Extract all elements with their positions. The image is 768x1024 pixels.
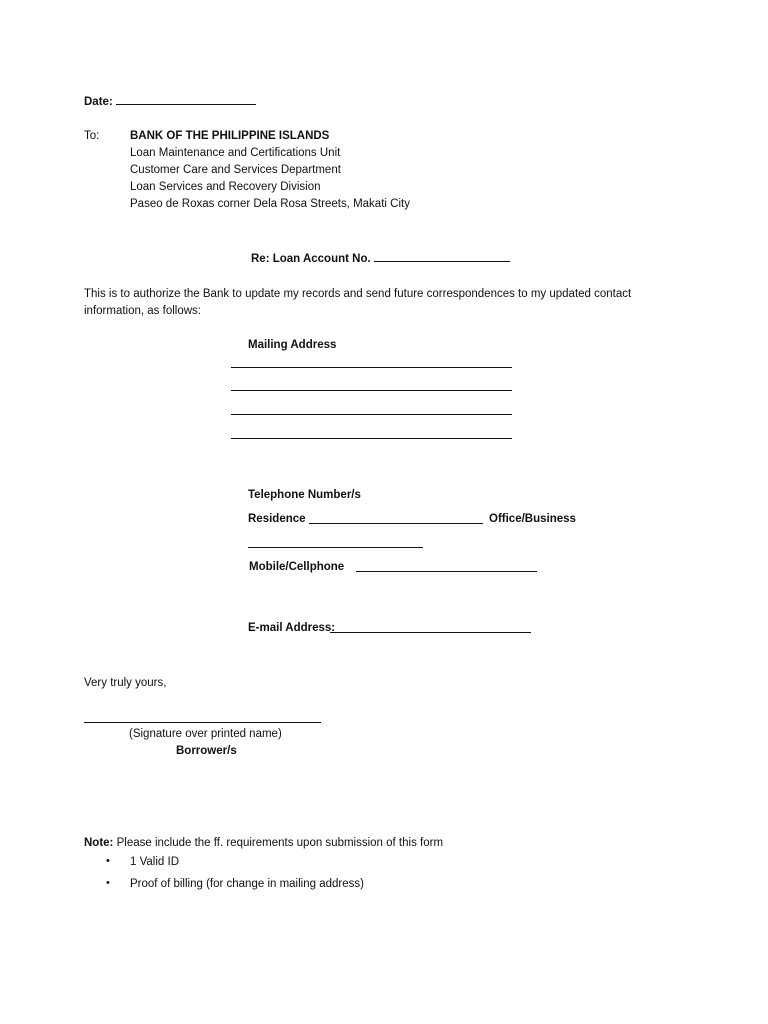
requirement-item-2: Proof of billing (for change in mailing address) [130,878,364,890]
office-label: Office/Business [489,513,576,525]
requirement-item-1: 1 Valid ID [130,856,180,868]
recipient-unit: Loan Maintenance and Certifications Unit [130,147,341,159]
mobile-blank[interactable] [356,571,537,572]
note-label: Note: [84,837,114,849]
recipient-bank: BANK OF THE PHILIPPINE ISLANDS [130,130,330,142]
closing-text: Very truly yours, [84,677,167,689]
body-line-2: information, as follows: [84,305,201,317]
loan-account-field [251,250,510,266]
mailing-address-line-1[interactable] [231,367,512,368]
recipient-address: Paseo de Roxas corner Dela Rosa Streets, Makati City [130,198,410,210]
borrower-label: Borrower/s [176,745,237,757]
residence-label: Residence [248,513,306,525]
mailing-address-line-4[interactable] [231,438,512,439]
mailing-address-label: Mailing Address [248,339,337,351]
mailing-address-line-2[interactable] [231,390,512,391]
office-blank[interactable] [248,547,423,548]
bullet-icon: • [106,855,110,867]
date-blank[interactable] [116,93,256,105]
loan-account-blank[interactable] [374,250,510,262]
date-label: Date: [84,96,113,108]
email-blank[interactable] [330,632,531,633]
note-text: Please include the ff. requirements upon submission of this form [116,837,444,849]
recipient-division: Loan Services and Recovery Division [130,181,321,193]
loan-account-label: Re: Loan Account No. [251,253,371,265]
email-label: E-mail Address: [248,622,336,634]
note [84,836,443,850]
body-line-1: This is to authorize the Bank to update my records and send future correspondences to my updated contact [84,288,632,300]
date-field [84,93,256,109]
to-label: To: [84,130,100,142]
telephone-label: Telephone Number/s [248,489,361,501]
residence-blank[interactable] [309,523,483,524]
signature-caption: (Signature over printed name) [129,728,282,740]
recipient-department: Customer Care and Services Department [130,164,341,176]
mailing-address-line-3[interactable] [231,414,512,415]
signature-line[interactable] [84,722,321,723]
mobile-label: Mobile/Cellphone [249,561,345,573]
bullet-icon: • [106,877,110,889]
